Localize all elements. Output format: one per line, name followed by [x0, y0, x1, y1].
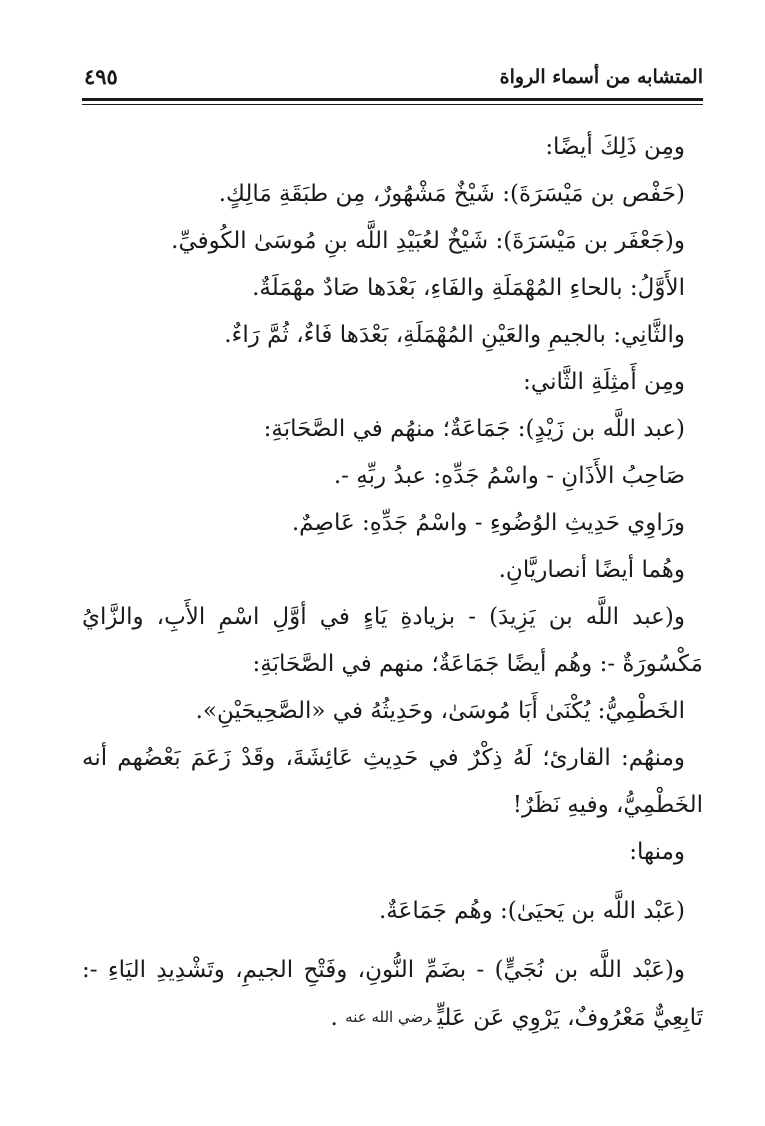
text-line: ومنها:: [629, 839, 685, 865]
text-line: و(عَبْد اللَّه بن نُجَيٍّ) - بضَمِّ النُّونِ، وفَتْحِ الجيمِ، وتَشْدِيدِ اليَاءِ -:: [82, 957, 685, 983]
text-line: ومنهُم: القارئ؛ لَهُ ذِكْرٌ في حَدِيثِ عَائِشَةَ، وقَدْ زَعَمَ بَعْضُهم أنه: [82, 745, 685, 771]
header-rule-thin: [82, 104, 703, 105]
text-line-final: [82, 994, 703, 1042]
page-header: [82, 60, 703, 96]
final-line-text: تَابِعِيٌّ مَعْرُوفٌ، يَرْوِي عَن عَليٍّ: [437, 1005, 703, 1031]
text-line: و(جَعْفَر بن مَيْسَرَةَ): شَيْخٌ لعُبَيْدِ اللَّه بنِ مُوسَىٰ الكُوفيِّ.: [171, 228, 685, 254]
text-line: (عَبْد اللَّه بن يَحيَىٰ): وهُم جَمَاعَةٌ.: [378, 898, 685, 924]
text-line: (عبد اللَّه بن زَيْدٍ): جَمَاعَةٌ؛ منهُم في الصَّحَابَةِ:: [263, 416, 685, 442]
text-line: صَاحِبُ الأَذَانِ - واسْمُ جَدِّهِ: عبدُ ربِّهِ -.: [333, 463, 685, 489]
text-line: مَكْسُورَةٌ -: وهُم أيضًا جَمَاعَةٌ؛ منهم في الصَّحَابَةِ:: [252, 651, 703, 677]
text-line: الخَطْمِيُّ، وفيهِ نَظَرٌ!: [512, 792, 703, 818]
text-line: الأَوَّلُ: بالحاءِ المُهْمَلَةِ والفَاءِ، بَعْدَها صَادٌ مهْمَلَةٌ.: [252, 275, 685, 301]
text-line: و(عبد اللَّه بن يَزِيدَ) - بزيادةِ يَاءٍ في أوَّلِ اسْمِ الأَبِ، والزَّايُ: [82, 604, 685, 630]
honorific-mark: رضي الله عنه: [345, 1008, 432, 1026]
text-line: والثَّانِي: بالجيمِ والعَيْنِ المُهْمَلَةِ، بَعْدَها فَاءٌ، ثُمَّ رَاءٌ.: [224, 322, 685, 348]
paragraph-gap: [82, 876, 703, 888]
paragraph-gap: [82, 935, 703, 947]
text-line: الخَطْمِيُّ: يُكْنَىٰ أَبَا مُوسَىٰ، وحَدِيثُهُ في «الصَّحِيحَيْنِ».: [195, 698, 685, 724]
running-title: المتشابه من أسماء الرواة: [499, 66, 703, 88]
text-line: ورَاوِي حَدِيثِ الوُضُوءِ - واسْمُ جَدِّهِ: عَاصِمٌ.: [291, 510, 685, 536]
header-rule-thick: [82, 98, 703, 101]
body-text: [82, 124, 703, 1042]
final-stop: .: [330, 1005, 346, 1031]
page-number: ٤٩٥: [84, 64, 118, 89]
text-line: وهُما أيضًا أنصاريَّانِ.: [498, 557, 685, 583]
text-line: ومِن ذَلِكَ أيضًا:: [545, 134, 685, 160]
text-line: (حَفْص بن مَيْسَرَةَ): شَيْخٌ مَشْهُورٌ، مِن طبَقَةِ مَالِكٍ.: [218, 181, 685, 207]
text-line: ومِن أَمثِلَةِ الثَّاني:: [523, 369, 685, 395]
